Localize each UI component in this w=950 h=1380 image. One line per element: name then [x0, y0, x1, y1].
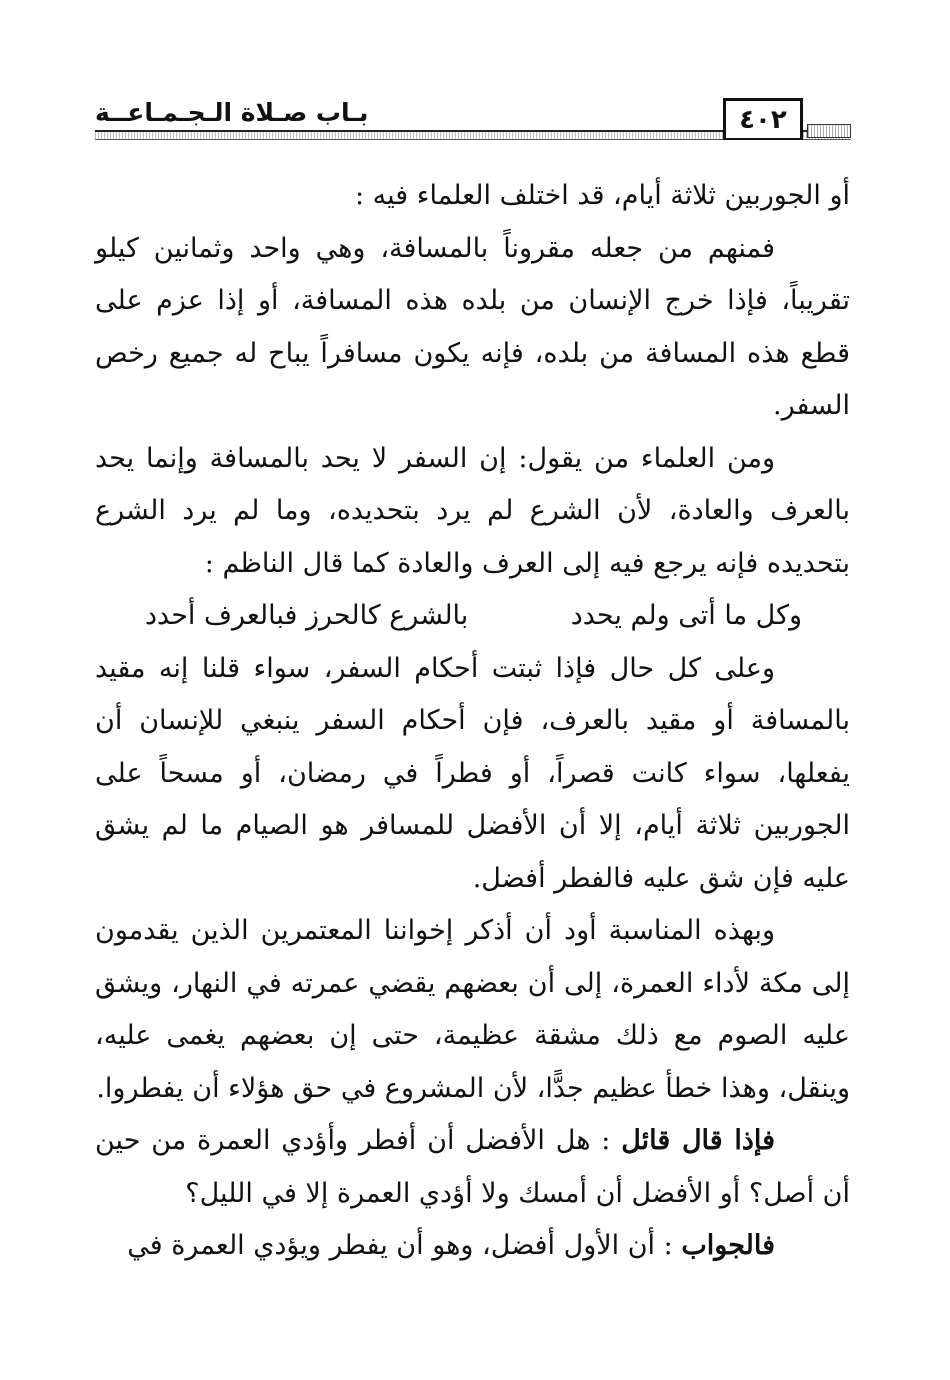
verse-first-hemistich: وكل ما أتى ولم يحدد — [570, 600, 802, 631]
answer-text: : أن الأول أفضل، وهو أن يفطر ويؤدي العمرة في — [127, 1230, 673, 1261]
question-lead: فإذا قال قائل — [621, 1125, 775, 1156]
answer-paragraph — [95, 1220, 850, 1273]
paragraph: فمنهم من جعله مقروناً بالمسافة، وهي واحد وثمانين كيلو تقريباً، فإذا خرج الإنسان من بلده هذه المسافة، أو إذا عزم على قطع هذه المسافة من بلده، فإنه يكون مسافراً يباح له جميع رخص السفر. — [95, 232, 850, 421]
question-text: : هل الأفضل أن أفطر وأؤدي العمرة من حين أن أصل؟ أو الأفضل أن أمسك ولا أؤدي العمرة إلا في الليل؟ — [95, 1125, 850, 1209]
page-number: ٤٠٢ — [723, 98, 803, 140]
paragraph: ومن العلماء من يقول: إن السفر لا يحد بالمسافة وإنما يحد بالعرف والعادة، لأن الشرع لم يرد بتحديده، وما لم يرد الشرع بتحديده فإنه يرجع فيه إلى العرف والعادة كما قال الناظم : — [95, 442, 850, 579]
chapter-title: بـاب صـلاة الـجـمـاعــة — [95, 98, 369, 127]
page-header — [95, 88, 851, 158]
verse-second-hemistich: بالشرع كالحرز فبالعرف أحدد — [145, 600, 469, 631]
paragraph: أو الجوربين ثلاثة أيام، قد اختلف العلماء فيه : — [354, 180, 850, 211]
page-body — [95, 170, 850, 1273]
answer-lead: فالجواب — [681, 1230, 775, 1261]
header-rule-cap — [807, 124, 851, 138]
paragraph: وبهذه المناسبة أود أن أذكر إخواننا المعتمرين الذين يقدمون إلى مكة لأداء العمرة، إلى أن بعضهم يقضي عمرته في النهار، ويشق عليه الصوم مع ذلك مشقة عظيمة، حتى إن بعضهم يغمى عليه، وينقل، وهذا خطأ عظيم جدًّا، لأن المشروع في حق هؤلاء أن يفطروا. — [95, 915, 850, 1104]
paragraph: وعلى كل حال فإذا ثبتت أحكام السفر، سواء قلنا إنه مقيد بالمسافة أو مقيد بالعرف، فإن أحكام السفر ينبغي للإنسان أن يفعلها، سواء كانت قصراً، أو فطراً في رمضان، أو مسحاً على الجوربين ثلاثة أيام، إلا أن الأفضل للمسافر هو الصيام ما لم يشق عليه فإن شق عليه فالفطر أفضل. — [95, 652, 850, 894]
question-paragraph — [95, 1115, 850, 1220]
poem-verse — [95, 590, 850, 643]
